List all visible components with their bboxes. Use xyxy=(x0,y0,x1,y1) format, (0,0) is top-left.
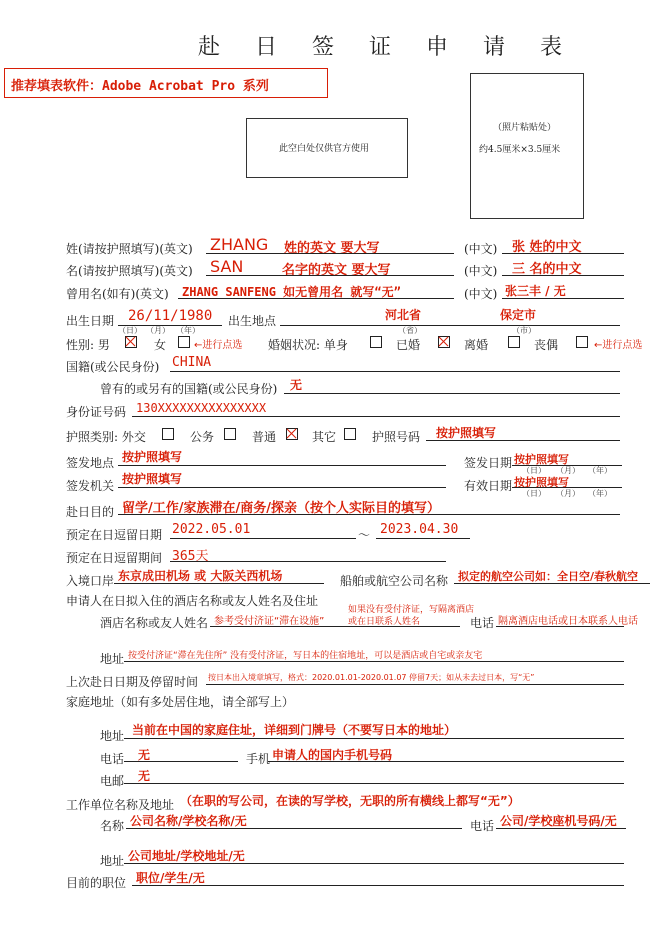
passport-diplomatic-checkbox[interactable] xyxy=(162,428,174,440)
purpose-value[interactable]: 留学/工作/家族滞在/商务/探亲（按个人实际目的填写） xyxy=(122,501,440,516)
gender-male-checkbox[interactable] xyxy=(125,336,137,348)
surname-label: 姓(请按护照填写)(英文) xyxy=(66,242,193,256)
work-tel-label: 电话 xyxy=(470,819,495,833)
last-visit-value[interactable]: 按日本出入境章填写，格式：2020.01.01-2020.01.07 停留7天；如从未去过日本，写“无” xyxy=(208,673,535,682)
expiry-date-sub-month: （月） xyxy=(556,489,580,498)
passport-ordinary-checkbox[interactable] xyxy=(286,428,298,440)
marital-married-label: 已婚 xyxy=(396,338,421,352)
given-name-label: 名(请按护照填写)(英文) xyxy=(66,264,193,278)
entry-port-label: 入境口岸 xyxy=(66,574,115,588)
surname-cn-label: (中文) xyxy=(464,242,498,256)
nationality-value[interactable]: CHINA xyxy=(172,355,212,370)
birth-sub-day: （日） xyxy=(118,326,142,335)
home-mobile-value[interactable]: 申请人的国内手机号码 xyxy=(272,748,393,762)
issue-date-value[interactable]: 按护照填写 xyxy=(514,453,569,466)
passport-other-checkbox[interactable] xyxy=(344,428,356,440)
issue-date-label: 签发日期 xyxy=(464,456,513,470)
home-address-value[interactable]: 当前在中国的家庭住址，详细到门牌号（不要写日本的地址） xyxy=(132,723,457,737)
id-number-label: 身份证号码 xyxy=(66,405,127,419)
stay-period-value[interactable]: 365天 xyxy=(172,549,209,564)
expiry-date-value[interactable]: 按护照填写 xyxy=(514,476,569,489)
marital-married-checkbox[interactable] xyxy=(438,336,450,348)
expiry-date-sub-year: （年） xyxy=(588,489,612,498)
hotel-value[interactable]: 参考受付济证“滞在设施” xyxy=(214,616,325,627)
stay-dates-sep: ～ xyxy=(358,528,371,542)
stay-end-value[interactable]: 2023.04.30 xyxy=(380,522,459,537)
former-name-value[interactable]: ZHANG SANFENG 如无曾用名 就写“无” xyxy=(182,285,401,299)
given-name-cn-value[interactable]: 三 名的中文 xyxy=(512,262,582,277)
passport-number-value[interactable]: 按护照填写 xyxy=(436,426,497,440)
passport-other-label: 其它 xyxy=(312,430,337,444)
birth-sub-month: （月） xyxy=(146,326,170,335)
former-name-cn-value[interactable]: 张三丰 / 无 xyxy=(505,284,566,298)
former-name-cn-label: (中文) xyxy=(464,287,498,301)
hotel-section-label: 申请人在日拟入住的酒店名称或友人姓名及住址 xyxy=(66,594,319,608)
marital-widowed-checkbox[interactable] xyxy=(576,336,588,348)
last-visit-label: 上次赴日日期及停留时间 xyxy=(66,675,199,689)
surname-note: 姓的英文 要大写 xyxy=(284,241,380,256)
birth-city[interactable]: 保定市 xyxy=(500,308,537,322)
work-name-label: 名称 xyxy=(100,819,125,833)
birth-date-label: 出生日期 xyxy=(66,314,115,328)
hotel-address-label: 地址 xyxy=(100,652,125,666)
purpose-label: 赴日目的 xyxy=(66,505,115,519)
entry-port-value[interactable]: 东京成田机场 或 大阪关西机场 xyxy=(118,569,283,583)
passport-official-checkbox[interactable] xyxy=(224,428,236,440)
photo-box-line1: （照片粘贴处） xyxy=(493,123,557,133)
marital-widowed-label: 丧偶 xyxy=(534,338,559,352)
expiry-date-sub-day: （日） xyxy=(522,489,546,498)
birth-sub-province: （省） xyxy=(398,326,422,335)
issue-date-sub-year: （年） xyxy=(588,466,612,475)
software-note xyxy=(4,68,328,98)
birth-sub-city: （市） xyxy=(512,326,536,335)
home-email-label: 电邮 xyxy=(100,774,125,788)
nationality-label: 国籍(或公民身份) xyxy=(66,360,160,374)
marital-label: 婚姻状况: 单身 xyxy=(268,338,348,352)
former-name-label: 曾用名(如有)(英文) xyxy=(66,287,169,301)
work-position-value[interactable]: 职位/学生/无 xyxy=(136,871,205,885)
airline-value[interactable]: 拟定的航空公司如：全日空/春秋航空 xyxy=(458,570,639,583)
surname-cn-value[interactable]: 张 姓的中文 xyxy=(512,240,582,255)
hotel-note1: 如果没有受付济证，写隔离酒店 xyxy=(348,605,475,615)
stay-start-value[interactable]: 2022.05.01 xyxy=(172,522,251,537)
marital-divorced-label: 离婚 xyxy=(464,338,489,352)
work-label: 工作单位名称及地址 xyxy=(66,798,175,812)
given-name-cn-label: (中文) xyxy=(464,264,498,278)
home-email-value[interactable]: 无 xyxy=(138,769,151,783)
home-address-label: 地址 xyxy=(100,729,125,743)
passport-official-label: 公务 xyxy=(190,430,215,444)
issue-place-label: 签发地点 xyxy=(66,456,115,470)
gender-female-checkbox[interactable] xyxy=(178,336,190,348)
marital-single-checkbox[interactable] xyxy=(370,336,382,348)
stay-dates-label: 预定在日逗留日期 xyxy=(66,528,163,542)
passport-type-label: 护照类别: 外交 xyxy=(66,430,146,444)
hotel-label: 酒店名称或友人姓名 xyxy=(100,616,209,630)
birth-sub-year: （年） xyxy=(176,326,200,335)
given-name-note: 名字的英文 要大写 xyxy=(282,263,391,278)
id-number-value[interactable]: 130XXXXXXXXXXXXXXX xyxy=(136,401,267,415)
work-tel-value[interactable]: 公司/学校座机号码/无 xyxy=(500,814,617,828)
home-label: 家庭地址（如有多处居住地，请全部写上） xyxy=(66,695,295,709)
former-nationality-value[interactable]: 无 xyxy=(290,378,303,392)
photo-box xyxy=(470,73,584,219)
home-tel-label: 电话 xyxy=(100,752,125,766)
gender-hint: ←进行点选 xyxy=(194,340,243,351)
expiry-date-label: 有效日期 xyxy=(464,479,513,493)
hotel-address-value[interactable]: 按受付济证“滞在先住所” 没有受付济证，写日本的住宿地址，可以是酒店或自宅或亲友宅 xyxy=(128,651,483,661)
airline-label: 船舶或航空公司名称 xyxy=(340,574,449,588)
gender-label: 性别: 男 xyxy=(66,338,110,352)
work-name-value[interactable]: 公司名称/学校名称/无 xyxy=(130,814,247,828)
marital-divorced-checkbox[interactable] xyxy=(508,336,520,348)
work-note: （在职的写公司，在读的写学校，无职的所有横线上都写“无”） xyxy=(180,794,520,808)
hotel-tel-value[interactable]: 隔离酒店电话或日本联系人电话 xyxy=(498,616,638,627)
work-address-value[interactable]: 公司地址/学校地址/无 xyxy=(128,849,245,863)
issue-authority-label: 签发机关 xyxy=(66,479,115,493)
surname-value[interactable]: ZHANG xyxy=(210,235,269,254)
marital-hint: ←进行点选 xyxy=(594,340,643,351)
work-address-label: 地址 xyxy=(100,854,125,868)
official-use-text: 此空白处仅供官方使用 xyxy=(279,144,370,154)
photo-box-line2: 约4.5厘米×3.5厘米 xyxy=(479,145,561,155)
birth-province[interactable]: 河北省 xyxy=(385,308,422,322)
hotel-note2: 或在日联系人姓名 xyxy=(348,617,421,627)
work-position-label: 目前的职位 xyxy=(66,876,127,890)
gender-female-label: 女 xyxy=(154,338,167,352)
issue-date-sub-day: （日） xyxy=(522,466,546,475)
software-note-text: 推荐填表软件：Adobe Acrobat Pro 系列 xyxy=(11,79,269,94)
form-title: 赴 日 签 证 申 请 表 xyxy=(198,35,576,60)
home-mobile-label: 手机 xyxy=(246,752,271,766)
birth-place-label: 出生地点 xyxy=(228,314,277,328)
issue-place-value[interactable]: 按护照填写 xyxy=(122,450,183,464)
passport-number-label: 护照号码 xyxy=(372,430,421,444)
birth-date-value[interactable]: 26/11/1980 xyxy=(128,308,213,324)
stay-period-label: 预定在日逗留期间 xyxy=(66,551,163,565)
hotel-tel-label: 电话 xyxy=(470,616,495,630)
former-nationality-label: 曾有的或另有的国籍(或公民身份) xyxy=(100,382,278,396)
issue-authority-value[interactable]: 按护照填写 xyxy=(122,472,183,486)
home-tel-value[interactable]: 无 xyxy=(138,748,151,762)
issue-date-sub-month: （月） xyxy=(556,466,580,475)
passport-ordinary-label: 普通 xyxy=(252,430,277,444)
official-use-box xyxy=(246,118,408,178)
given-name-value[interactable]: SAN xyxy=(210,257,244,276)
